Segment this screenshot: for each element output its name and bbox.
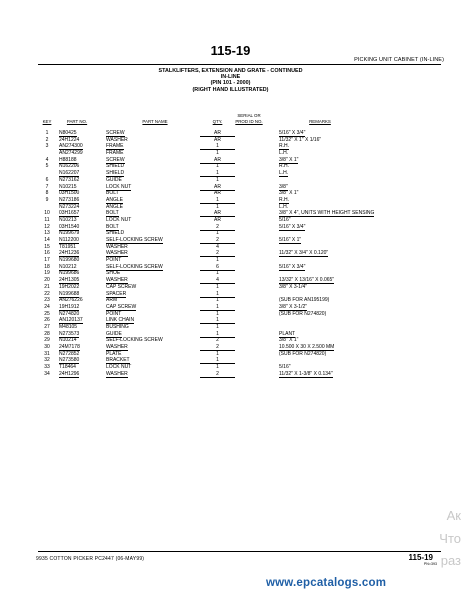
remarks-cell: L.H.	[279, 150, 289, 157]
qty-cell: AR	[200, 157, 235, 164]
part-name-cell: WASHER	[106, 277, 128, 284]
table-row	[0, 197, 461, 204]
table-row	[0, 364, 461, 371]
table-row	[0, 304, 461, 311]
part-name-cell: PLATE	[106, 350, 122, 357]
part-name-cell: BUSHING	[106, 323, 129, 330]
part-name-cell: WASHER	[106, 344, 128, 350]
table-row	[0, 163, 461, 170]
key-cell: 23	[44, 297, 50, 304]
remarks-cell: (SUB FOR N274820)	[279, 310, 327, 317]
qty-cell: 2	[200, 250, 235, 257]
table-row	[0, 150, 461, 157]
key-cell: 9	[45, 196, 49, 203]
remarks-cell: 11/32" X 1-3/8" X 0.134"	[279, 370, 333, 377]
table-row	[0, 284, 461, 291]
qty-cell: 1	[216, 297, 219, 304]
watermark-text-1: Ак	[446, 508, 461, 523]
table-row	[0, 210, 461, 217]
key-cell: 33	[44, 364, 50, 371]
part-name-cell: WASHER	[106, 370, 128, 377]
key-cell: 20	[44, 277, 50, 284]
table-row	[0, 331, 461, 338]
part-number-cell: N162207	[59, 170, 80, 177]
key-cell: 12	[44, 223, 50, 230]
remarks-cell: R.H.	[279, 163, 289, 170]
qty-cell: 1	[216, 163, 219, 170]
remarks-cell: 3/8" X 1"	[279, 337, 299, 344]
qty-cell: 1	[216, 323, 219, 330]
part-name-cell: SCREW	[106, 130, 125, 136]
key-cell: 7	[45, 183, 49, 190]
part-number-cell: N273573	[59, 330, 80, 337]
table-row	[0, 157, 461, 164]
qty-cell: 1	[216, 230, 219, 237]
heading-line-1: STALKLIFTERS, EXTENSION AND GRATE - CONTINUED	[158, 68, 303, 74]
part-number-cell: 24H1236	[59, 250, 80, 257]
table-row	[0, 230, 461, 237]
remarks-cell: L.H.	[279, 170, 289, 177]
remarks-cell: 5/16"	[279, 364, 291, 371]
part-name-cell: GUIDE	[106, 176, 122, 183]
key-cell: 2	[45, 136, 49, 143]
remarks-cell: 11/32" X 1" X 1/16"	[279, 136, 322, 143]
table-row	[0, 244, 461, 251]
part-number-cell: AN120137	[59, 317, 83, 324]
part-name-cell: SHIELD	[106, 230, 125, 237]
part-name-cell: SELF-LOCKING SCREW	[106, 337, 163, 344]
heading-line-3: (PIN 101 - 2000)	[210, 80, 251, 87]
part-name-cell: FRAME	[106, 143, 124, 150]
footer-rule	[38, 551, 441, 552]
table-row	[0, 143, 461, 150]
remarks-cell: 5/16" X 3/4"	[279, 223, 306, 230]
part-name-cell: LOCK NUT	[106, 183, 132, 190]
part-number-cell: 19H2022	[59, 283, 80, 290]
part-name-cell: BOLT	[106, 223, 119, 230]
table-row	[0, 257, 461, 264]
table-row	[0, 311, 461, 318]
key-cell: 1	[45, 130, 49, 136]
key-cell: 16	[44, 250, 50, 257]
key-cell: 11	[44, 216, 50, 223]
col-part-name: PART NAME	[142, 119, 168, 124]
part-name-cell: BOLT	[106, 210, 119, 217]
part-number-cell: N199688	[59, 290, 80, 297]
remarks-cell: 5/16" X 1"	[279, 237, 302, 243]
part-number-cell: N273580	[59, 357, 80, 364]
key-cell: 17	[44, 257, 50, 264]
part-number-cell: AN274300	[59, 143, 83, 150]
key-cell: 30	[44, 344, 50, 350]
qty-cell: AR	[200, 130, 235, 137]
part-number-cell: AN274299	[59, 150, 83, 157]
table-row	[0, 137, 461, 144]
qty-cell: 1	[216, 176, 219, 183]
part-number-cell: N273224	[59, 203, 80, 210]
part-number-cell: 24H1296	[59, 370, 80, 377]
table-row	[0, 264, 461, 271]
table-row	[0, 371, 461, 378]
part-number-cell: N10213	[59, 216, 77, 223]
qty-cell: 1	[200, 197, 235, 204]
part-name-cell: LINK CHAIN	[106, 317, 135, 324]
part-number-cell: N80425	[59, 130, 77, 136]
remarks-cell: 13/32" X 13/16" X 0.065"	[279, 277, 335, 284]
footer-publication: 9935 COTTON PICKER PC2447 (06-MAY99)	[36, 556, 145, 562]
qty-cell: 1	[200, 331, 235, 338]
col-serial-line1: SERIAL OR	[237, 113, 261, 118]
part-number-cell: N112200	[59, 237, 79, 243]
part-name-cell: BRACKET	[106, 357, 130, 364]
table-row	[0, 351, 461, 358]
table-row	[0, 184, 461, 191]
key-cell: 5	[45, 163, 49, 170]
part-number-cell: N10215	[59, 183, 77, 190]
part-number-cell: AN276226	[59, 297, 83, 304]
qty-cell: 2	[200, 224, 235, 231]
remarks-cell: 3/8" X 3-1/2"	[279, 303, 308, 310]
part-name-cell: CAP SCREW	[106, 283, 137, 290]
qty-cell: AR	[200, 184, 235, 191]
part-name-cell: SPACER	[106, 290, 127, 297]
remarks-cell: R.H.	[279, 143, 289, 150]
part-name-cell: FRAME	[106, 150, 124, 157]
part-name-cell: SHOE	[106, 270, 121, 277]
part-name-cell: GUIDE	[106, 330, 122, 337]
remarks-cell: 3/8" X 1"	[279, 190, 299, 197]
qty-cell: AR	[200, 210, 235, 217]
footer-page-number: 115-19	[408, 553, 433, 562]
remarks-cell: 3/8" X 3-1/4"	[279, 283, 308, 290]
key-cell: 13	[44, 230, 50, 237]
col-qty: QTY.	[212, 119, 223, 124]
part-name-cell: ARM	[106, 297, 118, 304]
heading-line-4: (RIGHT HAND ILLUSTRATED)	[192, 86, 269, 93]
part-number-cell: N199680	[59, 257, 80, 264]
qty-cell: 1	[200, 304, 235, 311]
part-number-cell: 03H1500	[59, 190, 80, 197]
table-row	[0, 337, 461, 344]
table-row	[0, 170, 461, 177]
key-cell: 18	[44, 263, 50, 270]
qty-cell: 1	[216, 203, 219, 210]
watermark-text-3: раз	[440, 553, 461, 568]
part-name-cell: LOCK NUT	[106, 216, 132, 223]
remarks-cell: 5/16"	[279, 216, 291, 223]
footer-page-ref: PN=393	[423, 562, 437, 566]
col-key: KEY	[42, 119, 52, 124]
table-row	[0, 204, 461, 211]
key-cell: 21	[44, 283, 50, 290]
part-name-cell: BOLT	[106, 190, 119, 197]
key-cell: 10	[44, 210, 50, 217]
remarks-cell: 3/8" X 1"	[279, 156, 299, 163]
qty-cell: 2	[200, 237, 235, 244]
qty-cell: 1	[200, 317, 235, 324]
part-name-cell: POINT	[106, 310, 122, 317]
part-number-cell: 03H1540	[59, 223, 80, 230]
part-number-cell: N10214	[59, 337, 77, 344]
qty-cell: 1	[200, 291, 235, 298]
key-cell: 34	[44, 370, 50, 377]
part-name-cell: CAP SCREW	[106, 303, 137, 310]
part-name-cell: ANGLE	[106, 203, 123, 210]
part-number-cell: N199679	[59, 230, 80, 237]
key-cell: 24	[44, 303, 50, 310]
qty-cell: 1	[216, 257, 219, 264]
section-title: PICKING UNIT CABINET (IN-LINE)	[354, 57, 444, 63]
qty-cell: 4	[200, 277, 235, 284]
col-part-no: PART NO.	[66, 119, 88, 124]
table-row	[0, 291, 461, 298]
table-row	[0, 250, 461, 257]
remarks-cell: 5/16" X 3/4"	[279, 130, 306, 136]
key-cell: 14	[44, 237, 50, 243]
key-cell: 15	[44, 243, 50, 250]
qty-cell: 1	[216, 150, 219, 157]
part-name-cell: SELF-LOCKING SCREW	[106, 237, 163, 243]
table-row	[0, 297, 461, 304]
part-name-cell: SCREW	[106, 156, 125, 163]
key-cell: 31	[44, 350, 50, 357]
group-heading	[0, 68, 461, 93]
qty-cell: 2	[216, 337, 219, 344]
remarks-cell: 11/32" X 3/4" X 0.120"	[279, 250, 329, 257]
watermark-text-2: Что	[439, 531, 461, 546]
qty-cell: 1	[216, 350, 219, 357]
part-number-cell: N274820	[59, 310, 80, 317]
part-number-cell: N273186	[59, 196, 80, 203]
header-rule	[38, 64, 441, 65]
key-cell: 26	[44, 317, 50, 324]
table-row	[0, 224, 461, 231]
remarks-cell: R.H.	[279, 196, 289, 203]
table-row	[0, 130, 461, 137]
part-name-cell: LOCK NUT	[106, 364, 132, 371]
table-row	[0, 190, 461, 197]
qty-cell: 1	[200, 143, 235, 150]
part-number-cell: 24M7178	[59, 344, 80, 350]
key-cell: 22	[44, 290, 50, 297]
part-name-cell: WASHER	[106, 250, 128, 257]
table-row	[0, 344, 461, 351]
qty-cell: 4	[216, 243, 219, 250]
remarks-cell: L.H.	[279, 203, 289, 210]
qty-cell: 1	[216, 270, 219, 277]
table-row	[0, 217, 461, 224]
part-number-cell: N199686	[59, 270, 80, 277]
part-number-cell: H88188	[59, 156, 77, 163]
key-cell: 4	[45, 156, 49, 163]
table-row	[0, 357, 461, 364]
qty-cell: AR	[214, 190, 221, 197]
part-name-cell: SHIELD	[106, 170, 125, 177]
remarks-cell: 10.500 X 30 X 2.500 MM	[279, 344, 335, 350]
parts-list	[0, 130, 461, 377]
part-number-cell: N272852	[59, 350, 80, 357]
key-cell: 6	[45, 176, 49, 183]
qty-cell: AR	[214, 216, 221, 223]
table-row	[0, 324, 461, 331]
qty-cell: AR	[214, 136, 221, 143]
qty-cell: 6	[200, 264, 235, 271]
key-cell: 25	[44, 310, 50, 317]
part-number-cell: 19H1912	[59, 303, 80, 310]
watermark-url[interactable]: www.epcatalogs.com	[266, 577, 387, 589]
part-number-cell: N162206	[59, 163, 80, 170]
part-number-cell: N10212	[59, 263, 77, 270]
key-cell: 19	[44, 270, 50, 277]
col-serial-line2: PROD ID NO.	[235, 119, 263, 124]
col-remarks: REMARKS	[309, 119, 331, 124]
table-row	[0, 270, 461, 277]
part-number-cell: T81951	[59, 243, 76, 250]
part-number-cell: T18464	[59, 364, 76, 371]
remarks-cell: (SUB FOR N274820)	[279, 350, 327, 357]
qty-cell: 1	[200, 170, 235, 177]
table-row	[0, 177, 461, 184]
key-cell: 27	[44, 323, 50, 330]
qty-cell: 1	[216, 310, 219, 317]
qty-cell: 1	[200, 357, 235, 364]
remarks-cell: (SUB FOR AN195199)	[279, 297, 330, 304]
key-cell: 3	[45, 143, 49, 150]
heading-line-2: IN-LINE	[220, 74, 241, 81]
part-name-cell: POINT	[106, 257, 122, 264]
remarks-cell: 5/16" X 3/4"	[279, 263, 306, 270]
remarks-cell: PLANT	[279, 330, 296, 337]
part-name-cell: ANGLE	[106, 196, 123, 203]
table-row	[0, 277, 461, 284]
table-row	[0, 317, 461, 324]
key-cell: 32	[44, 357, 50, 364]
part-number-cell: N273162	[59, 176, 80, 183]
key-cell: 8	[45, 190, 49, 197]
qty-cell: 2	[200, 371, 235, 378]
part-number-cell: 24H1224	[59, 136, 80, 143]
part-number-cell: 24H1305	[59, 277, 80, 284]
table-row	[0, 237, 461, 244]
part-name-cell: SELF-LOCKING SCREW	[106, 263, 163, 270]
remarks-cell: 3/8"	[279, 183, 288, 190]
key-cell: 28	[44, 330, 50, 337]
remarks-cell: 3/8" X 4", UNITS WITH HEIGHT SENSING	[279, 210, 375, 217]
part-name-cell: SHIELD	[106, 163, 125, 170]
part-name-cell: WASHER	[106, 243, 128, 250]
qty-cell: 1	[216, 364, 219, 371]
part-number-cell: M48105	[59, 323, 78, 330]
qty-cell: 1	[216, 283, 219, 290]
part-number-cell: 03H1657	[59, 210, 80, 217]
page-number-title: 115-19	[210, 43, 251, 58]
qty-cell: 2	[200, 344, 235, 351]
key-cell: 29	[44, 337, 50, 344]
part-name-cell: WASHER	[106, 136, 128, 143]
